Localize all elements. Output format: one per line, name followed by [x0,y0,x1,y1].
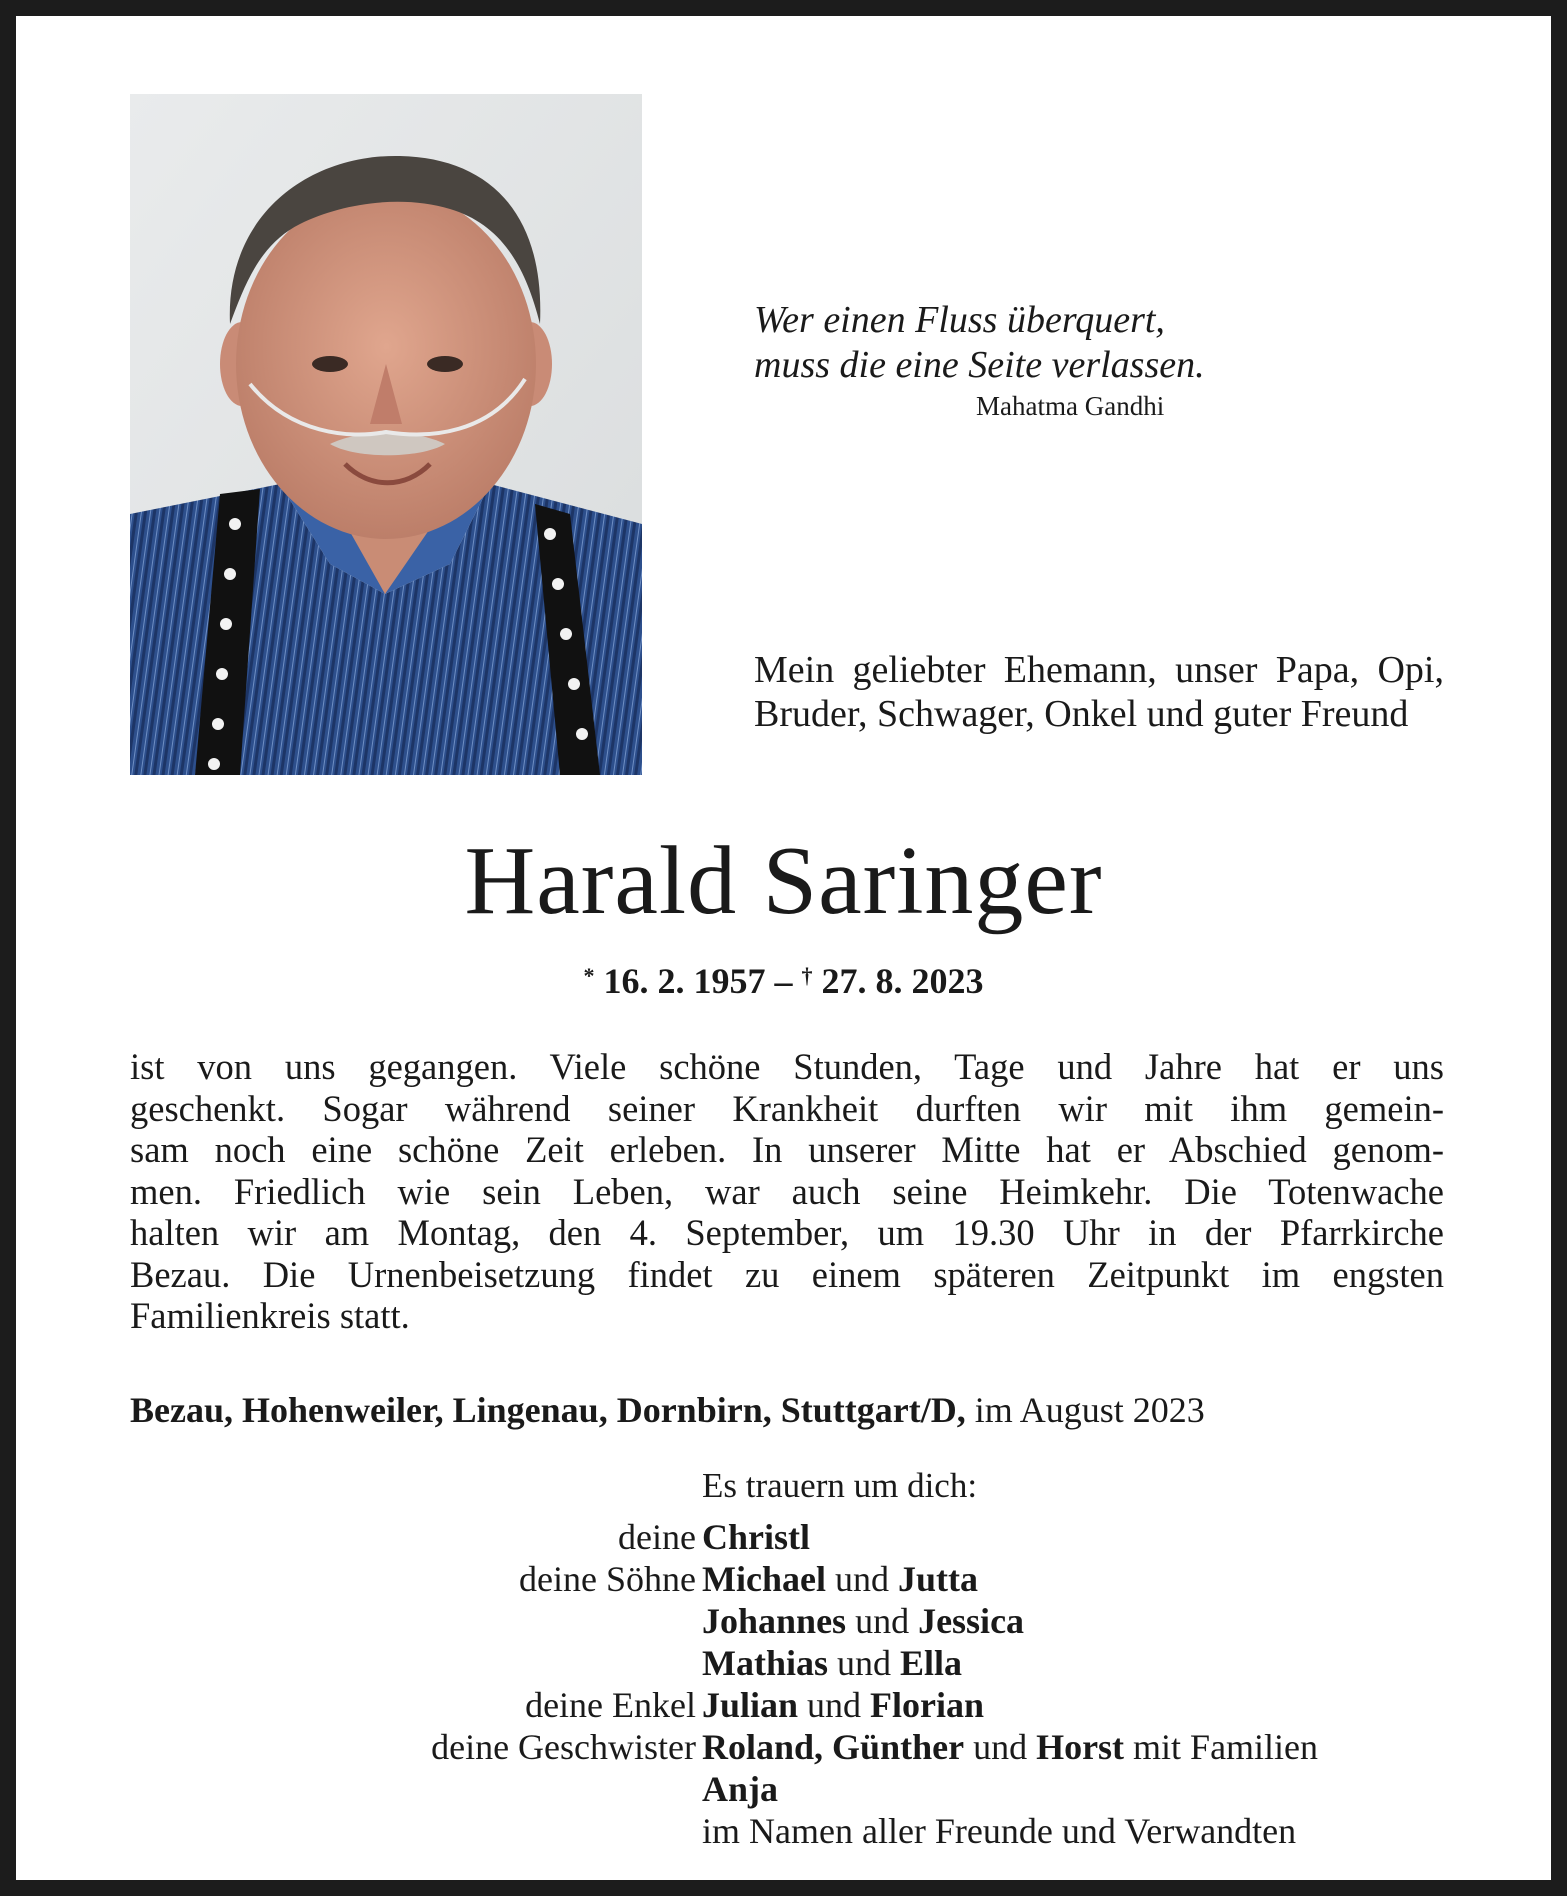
mourner-connector: mit Familien [1124,1727,1319,1767]
mourner-name: Florian [870,1685,985,1725]
mourner-name: Ella [900,1643,963,1683]
mourner-names [702,1768,778,1810]
death-symbol: † [801,963,813,988]
quote-line-2: muss die eine Seite verlassen. [754,344,1205,386]
mourner-row [16,1768,1551,1810]
deceased-name: Harald Saringer [464,827,1103,935]
mourner-connector: und [846,1601,919,1641]
intro-text: Mein geliebter Ehemann, unser Papa, Opi, Bruder, Schwager, Onkel und guter Freund [754,649,1444,735]
mourner-relation: deine Enkel [525,1685,696,1725]
mourner-names [702,1600,1024,1642]
mourner-name: Christl [702,1517,810,1557]
mourner-connector: im Namen aller Freunde und Verwandten [702,1811,1297,1851]
death-date: 27. 8. 2023 [821,961,984,1001]
mourner-names [702,1558,978,1600]
birth-date: 16. 2. 1957 [603,961,766,1001]
body-line: sam noch eine schöne Zeit erleben. In unserer Mitte hat er Abschied genom- [130,1129,1444,1170]
mourner-connector: und [825,1559,898,1599]
mourner-connector: und [964,1727,1037,1767]
mourner-row [16,1726,1551,1768]
mourner-row [16,1558,1551,1600]
place-and-date [130,1389,1444,1431]
quote-author: Mahatma Gandhi [976,391,1165,421]
body-line: geschenkt. Sogar während seiner Krankheit durften wir mit ihm gemein- [130,1087,1444,1129]
body-line: halten wir am Montag, den 4. September, um 19.30 Uhr in der Pfarrkirche [130,1212,1444,1253]
portrait-image [130,94,642,775]
mourner-relation: deine Söhne [519,1559,696,1599]
mourner-names [702,1684,984,1726]
mourner-row [16,1684,1551,1726]
mourner-name: Michael [702,1559,826,1599]
place-date: im August 2023 [974,1390,1205,1430]
mourner-relation: deine Geschwister [431,1727,696,1767]
obituary-page [16,16,1551,1880]
mourner-relation: deine [618,1517,696,1557]
date-separator: – [774,961,793,1001]
mourner-names [702,1726,1318,1768]
mourner-names [702,1810,1296,1852]
mourner-connector: und [798,1685,871,1725]
mourner-names [702,1516,810,1558]
mourner-name: Anja [702,1769,779,1809]
mourner-name: Horst [1036,1727,1125,1767]
mourner-name: Mathias [702,1643,828,1683]
mourner-name: Jutta [897,1559,978,1599]
mourner-row [16,1600,1551,1642]
mourner-names [702,1642,962,1684]
mourner-name: Johannes [702,1601,847,1641]
mourners-list [16,1516,1551,1852]
quote-line-1: Wer einen Fluss überquert, [754,299,1165,341]
mourner-name: Julian [702,1685,799,1725]
birth-symbol: * [583,963,595,988]
mourners-title: Es trauern um dich: [702,1466,978,1505]
body-line: ist von uns gegangen. Viele schöne Stunden, Tage und Jahre hat er uns [130,1046,1444,1087]
body-line: men. Friedlich wie sein Leben, war auch seine Heimkehr. Die Totenwache [130,1170,1444,1212]
life-dates [16,956,1551,1001]
mourner-row [16,1642,1551,1684]
mourner-name: Roland, Günther [702,1727,965,1767]
obituary-body [130,1046,1444,1337]
mourner-row [16,1810,1551,1852]
body-line: Bezau. Die Urnenbeisetzung findet zu einem späteren Zeitpunkt im engsten [130,1253,1444,1295]
mourner-connector: und [828,1643,900,1683]
quote [754,298,1274,388]
mourner-row [16,1516,1551,1558]
place-towns: Bezau, Hohenweiler, Lingenau, Dornbirn, Stuttgart/D, [130,1390,966,1430]
portrait-photo [130,94,642,775]
body-line: Familienkreis statt. [130,1295,410,1336]
mourner-name: Jessica [918,1601,1025,1641]
